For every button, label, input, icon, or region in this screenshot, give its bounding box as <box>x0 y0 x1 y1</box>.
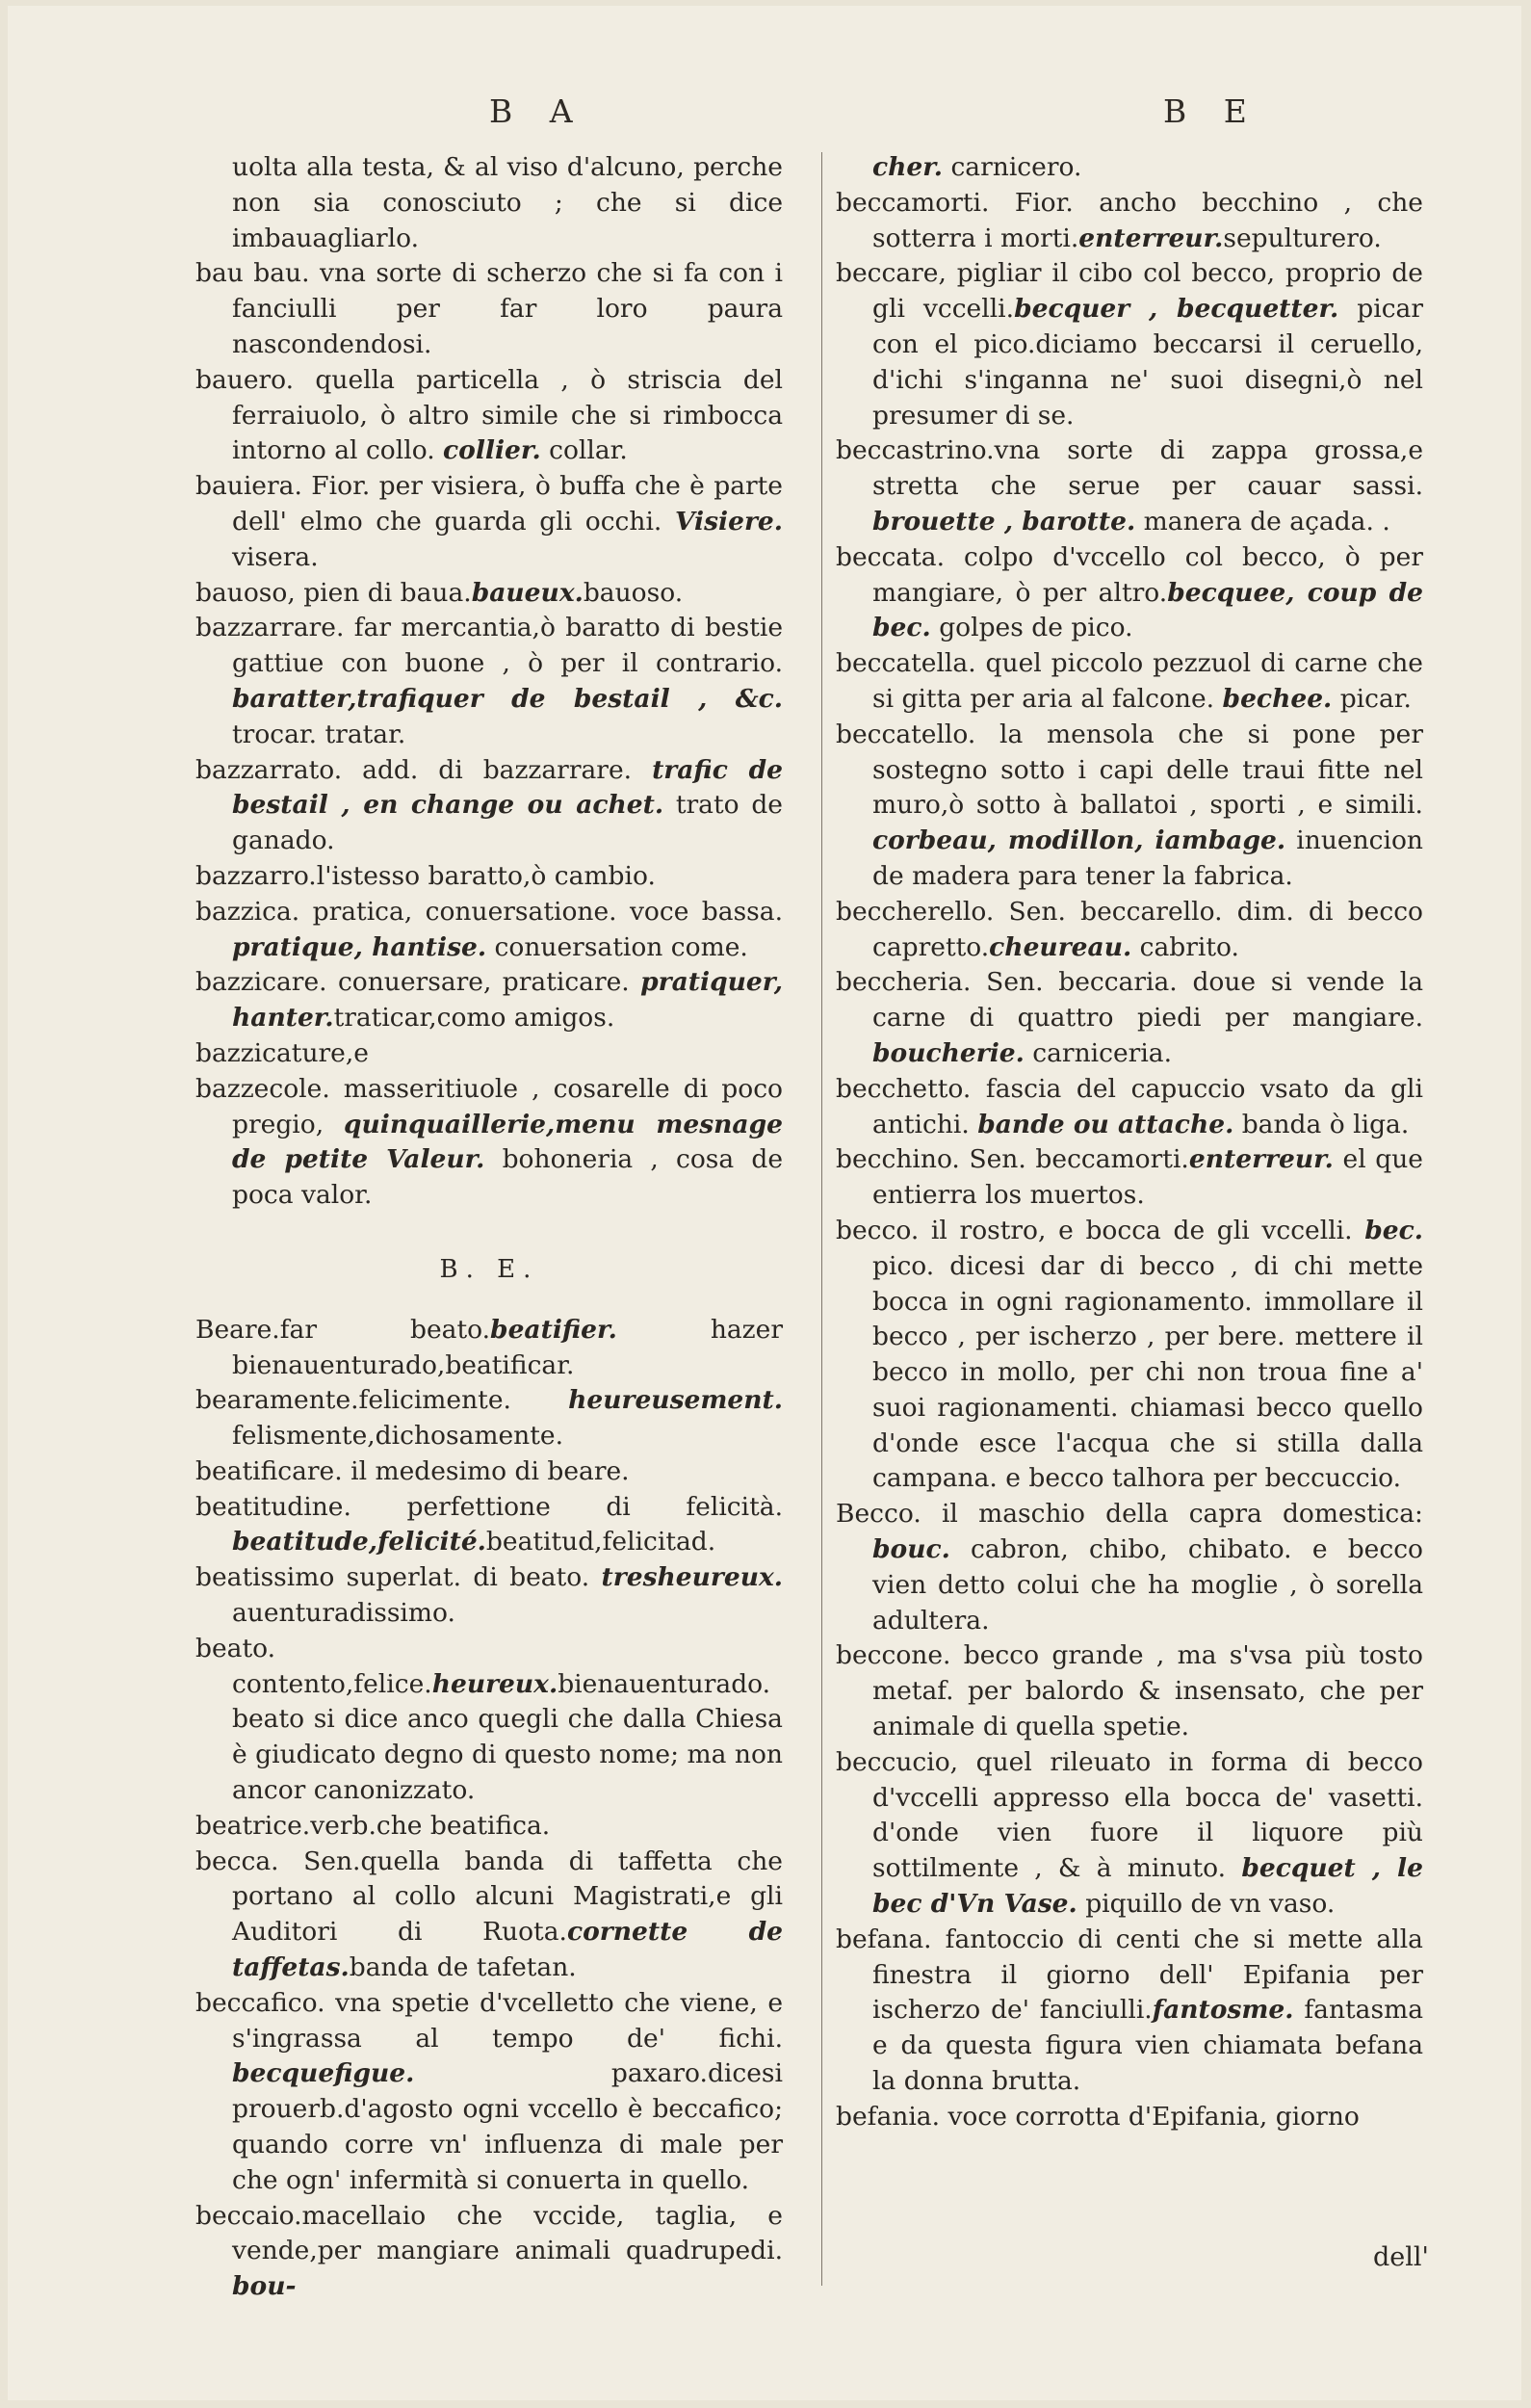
headword: becca. <box>195 1845 279 1876</box>
dictionary-entry <box>836 965 1423 1071</box>
french-equivalent: heureusement. <box>568 1385 783 1416</box>
definition: colpo d'vccello col becco, ò per mangiare, ò per altro. <box>872 541 1423 608</box>
definition: il rostro, e bocca de gli vccelli. <box>919 1215 1365 1245</box>
dictionary-entry <box>195 1490 783 1561</box>
french-equivalent: beatitude,felicité. <box>232 1527 486 1557</box>
definition: Fior. ancho becchino , che sotterra i morti. <box>872 187 1423 253</box>
spanish-equivalent: trocar. tratar. <box>232 719 406 749</box>
french-equivalent: enterreur. <box>1078 222 1224 253</box>
french-equivalent: bechee. <box>1222 683 1333 714</box>
headword: beccucio, <box>836 1746 959 1777</box>
running-head-right: B E <box>1163 92 1260 130</box>
dictionary-entry <box>195 611 783 752</box>
dictionary-entry <box>195 1560 783 1632</box>
headword: beccafico. <box>195 1987 325 2018</box>
french-equivalent: bou- <box>232 2271 297 2302</box>
dictionary-entry <box>195 1986 783 2199</box>
definition: quel rileuato in forma di becco d'vccelli appresso ella bocca de' vasetti. d'onde vien fuore il liquore più sottilmente , & à minuto. <box>872 1746 1423 1884</box>
spanish-equivalent: collar. <box>540 435 628 466</box>
column-divider <box>821 152 822 2286</box>
headword: beccone. <box>836 1640 951 1671</box>
headword: beccatella. <box>836 648 976 679</box>
headword: beccheria. <box>836 967 972 998</box>
definition: verb.che beatifica. <box>310 1810 551 1841</box>
french-equivalent: baratter,trafiquer de bestail , &c. <box>232 683 783 714</box>
french-equivalent: fantosme. <box>1152 1995 1294 2026</box>
dictionary-entry <box>836 895 1423 966</box>
headword: beccamorti. <box>836 187 990 218</box>
headword: beatificare. <box>195 1455 343 1486</box>
dictionary-entry <box>836 1638 1423 1744</box>
dictionary-entry <box>836 646 1423 718</box>
dictionary-entry <box>195 1845 783 1986</box>
dictionary-entry <box>195 859 783 895</box>
definition: uolta alla testa, & al viso d'alcuno, perche non sia conosciuto ; che si dice imbauagliarlo. <box>232 152 783 253</box>
definition: pratica, conuersatione. voce bassa. <box>299 896 783 927</box>
definition: fascia del capuccio vsato da gli antichi. <box>872 1073 1423 1139</box>
definition: far mercantia,ò baratto di bestie gattiue con buone , ò per il contrario. <box>232 613 783 679</box>
headword: bauero. <box>195 364 295 395</box>
french-equivalent: bande ou attache. <box>977 1109 1234 1139</box>
french-equivalent: tresheureux. <box>601 1562 783 1593</box>
dictionary-entry <box>195 363 783 469</box>
dictionary-entry <box>836 718 1423 895</box>
definition: fantoccio di centi che si mette alla finestra il giorno dell' Epifania per ischerzo de' fanciulli. <box>872 1924 1423 2026</box>
headword: Beare. <box>195 1314 280 1345</box>
headword: becco. <box>836 1215 920 1245</box>
spanish-equivalent: banda ò liga. <box>1233 1109 1410 1139</box>
dictionary-entry <box>836 1142 1423 1214</box>
french-equivalent: baueux. <box>471 577 584 608</box>
french-equivalent: boucherie. <box>872 1037 1025 1068</box>
headword: bazzarrare. <box>195 613 345 643</box>
dictionary-entry <box>836 256 1423 433</box>
french-equivalent: becquet , le bec d'Vn Vase. <box>872 1853 1423 1920</box>
definition: conuersare, praticare. <box>326 967 641 998</box>
french-equivalent: cheureau. <box>989 931 1132 962</box>
definition: macellaio che vccide, taglia, e vende,per mangiare animali quadrupedi. <box>232 2200 783 2266</box>
french-equivalent: collier. <box>443 435 541 466</box>
french-equivalent: brouette , barotte. <box>872 506 1136 537</box>
spanish-equivalent: bauoso. <box>583 577 684 608</box>
dictionary-entry <box>836 186 1423 257</box>
definition: Sen. beccarello. dim. di becco capretto. <box>872 896 1423 962</box>
dictionary-entry <box>195 256 783 362</box>
spanish-equivalent: fantasma e da questa figura vien chiamata befana la donna brutta. <box>872 1995 1423 2097</box>
definition: il medesimo di beare. <box>342 1455 630 1486</box>
definition: pien di baua. <box>295 577 472 608</box>
definition: felicimente. <box>358 1385 569 1416</box>
headword: beccaio. <box>195 2200 302 2231</box>
dictionary-entry <box>195 150 783 256</box>
spanish-equivalent: cabrito. <box>1131 931 1239 962</box>
definition: il maschio della capra domestica: <box>921 1499 1423 1530</box>
dictionary-entry <box>195 2199 783 2305</box>
french-equivalent: becquee, coup de bec. <box>872 577 1423 643</box>
dictionary-entry <box>836 2100 1423 2135</box>
definition: Sen. beccamorti. <box>959 1144 1189 1175</box>
dictionary-entry <box>836 1497 1423 1638</box>
definition: vna sorte di zappa grossa,e stretta che serue per cauar sassi. <box>872 435 1423 502</box>
running-head-left: B A <box>489 92 586 130</box>
dictionary-entry <box>195 1454 783 1490</box>
spanish-equivalent: traticar,como amigos. <box>333 1003 615 1034</box>
spanish-equivalent: sepulturero. <box>1223 222 1382 253</box>
headword: becchino. <box>836 1144 960 1175</box>
french-equivalent: cornette de taffetas. <box>232 1917 783 1983</box>
headword: bazzarrato. <box>195 754 343 785</box>
definition: contento,felice. <box>232 1668 432 1699</box>
left-column <box>195 150 783 2305</box>
headword: bazzicature,e <box>195 1037 369 1068</box>
dictionary-entry <box>195 1072 783 1214</box>
dictionary-entry <box>195 1313 783 1384</box>
definition: becco grande , ma s'vsa più tosto metaf. per balordo & insensato, che per animale di quella spetie. <box>872 1640 1423 1742</box>
spanish-equivalent: picar con el pico.diciamo beccarsi il ceruello, d'ichi s'inganna ne' suoi disegni,ò nel presumer di se. <box>872 294 1423 431</box>
french-equivalent: cher. <box>872 152 944 182</box>
french-equivalent: pratique, hantise. <box>232 931 487 962</box>
catchword: dell' <box>1373 2242 1429 2272</box>
dictionary-entry <box>195 965 783 1036</box>
dictionary-entry <box>195 753 783 859</box>
headword: beatitudine. <box>195 1491 351 1522</box>
spanish-equivalent: pico. dicesi dar di becco , di chi mette bocca in ogni ragionamento. immollare il becco , per ischerzo , per bere. mettere il becco in mollo, per chi non troua fine a' suoi ragionamenti. chiamasi becco quello d'onde esce l'acqua che si stilla dalla campana. e becco talhora per beccuccio. <box>872 1250 1423 1494</box>
spanish-equivalent: paxaro.dicesi prouerb.d'agosto ogni vccello è beccafico; quando corre vn' influenza di male per che ogn' infermità si conuerta in quello. <box>232 2058 783 2195</box>
headword: bazzica. <box>195 896 300 927</box>
definition: superlat. di beato. <box>334 1562 602 1593</box>
french-equivalent: bouc. <box>872 1534 950 1565</box>
definition: add. di bazzarrare. <box>342 754 653 785</box>
dictionary-entry <box>836 1072 1423 1143</box>
headword: bearamente. <box>195 1385 359 1416</box>
french-equivalent: quinquaillerie,menu mesnage de petite Valeur. <box>232 1109 783 1175</box>
dictionary-entry <box>195 1036 783 1072</box>
headword: bazzicare. <box>195 967 327 998</box>
spanish-equivalent: banda de tafetan. <box>349 1952 577 1983</box>
headword: bauoso, <box>195 577 296 608</box>
spanish-equivalent: golpes de pico. <box>930 613 1133 643</box>
headword: Becco. <box>836 1499 921 1530</box>
definition: pigliar il cibo col becco, proprio de gli vccelli. <box>872 258 1423 325</box>
spanish-equivalent: bohoneria , cosa de poca valor. <box>232 1144 784 1211</box>
headword: beatissimo <box>195 1562 335 1593</box>
definition: quel piccolo pezzuol di carne che si gitta per aria al falcone. <box>872 648 1423 714</box>
dictionary-entry <box>195 576 783 612</box>
dictionary-page <box>8 6 1521 2400</box>
french-equivalent: trafic de bestail , en change ou achet. <box>232 754 783 821</box>
definition: Fior. per visiera, ò buffa che è parte dell' elmo che guarda gli occhi. <box>232 471 783 537</box>
definition: quella particella , ò striscia del ferraiuolo, ò altro simile che si rimbocca intorno al collo. <box>232 364 783 466</box>
headword: bauiera. <box>195 471 302 502</box>
right-column <box>836 150 1423 2135</box>
dictionary-entry <box>195 895 783 966</box>
definition: Sen.quella banda di taffetta che portano al collo alcuni Magistrati,e gli Auditori di Ruota. <box>232 1845 783 1948</box>
definition: masseritiuole , cosarelle di poco pregio, <box>232 1073 783 1139</box>
headword: bazzecole. <box>195 1073 330 1104</box>
headword: bazzarro. <box>195 860 317 891</box>
headword: beccare, <box>836 258 947 289</box>
dictionary-entry <box>836 1923 1423 2100</box>
french-equivalent: becquer , becquetter. <box>1014 294 1339 325</box>
spanish-equivalent: carniceria. <box>1024 1037 1173 1068</box>
french-equivalent: beatifier. <box>490 1314 617 1345</box>
definition: Sen. beccaria. doue si vende la carne di quattro piedi per mangiare. <box>872 967 1423 1034</box>
headword: bau bau. <box>195 258 310 289</box>
spanish-equivalent: el que entierra los muertos. <box>872 1144 1423 1211</box>
headword: beatrice. <box>195 1810 311 1841</box>
dictionary-entry <box>836 1745 1423 1923</box>
french-equivalent: Visiere. <box>674 506 783 537</box>
definition: vna spetie d'vcelletto che viene, e s'ingrassa al tempo de' fichi. <box>232 1987 783 2054</box>
dictionary-entry <box>195 1383 783 1454</box>
headword: beccherello. <box>836 896 995 927</box>
headword: beccata. <box>836 541 946 572</box>
spanish-equivalent: trato de ganado. <box>232 790 783 856</box>
section-heading: B. E. <box>439 1254 539 1284</box>
dictionary-entry <box>836 1214 1423 1497</box>
dictionary-entry <box>836 150 1423 186</box>
definition: voce corrotta d'Epifania, giorno <box>940 2101 1360 2132</box>
spanish-equivalent: inuencion de madera para tener la fabrica. <box>872 825 1423 891</box>
definition: l'istesso baratto,ò cambio. <box>316 860 656 891</box>
dictionary-entry <box>836 540 1423 646</box>
headword: beccatello. <box>836 719 976 749</box>
definition: far beato. <box>279 1314 491 1345</box>
dictionary-entry <box>195 469 783 575</box>
headword: befania. <box>836 2101 941 2132</box>
headword: befana. <box>836 1924 932 1954</box>
spanish-equivalent: hazer bienauenturado,beatificar. <box>232 1314 783 1380</box>
spanish-equivalent: piquillo de vn vaso. <box>1077 1889 1336 1920</box>
spanish-equivalent: beatitud,felicitad. <box>485 1527 716 1557</box>
french-equivalent: pratiquer, hanter. <box>232 967 783 1034</box>
definition: perfettione di felicità. <box>350 1491 783 1522</box>
spanish-equivalent: bienauenturado. beato si dice anco quegli che dalla Chiesa è giudicato degno di questo nome; ma non ancor canonizzato. <box>232 1668 783 1806</box>
dictionary-entry <box>836 433 1423 539</box>
definition: la mensola che si pone per sostegno sotto i capi delle traui fitte nel muro,ò sotto à ballatoi , sporti , e simili. <box>872 719 1423 821</box>
french-equivalent: corbeau, modillon, iambage. <box>872 825 1286 856</box>
headword: beato. <box>195 1633 276 1663</box>
spanish-equivalent: felismente,dichosamente. <box>232 1421 564 1452</box>
headword: becchetto. <box>836 1073 972 1104</box>
definition: vna sorte di scherzo che si fa con i fanciulli per far loro paura nascondendosi. <box>232 258 783 359</box>
dictionary-entry <box>195 1632 783 1809</box>
spanish-equivalent: auenturadissimo. <box>232 1598 455 1629</box>
french-equivalent: bec. <box>1364 1215 1423 1245</box>
french-equivalent: enterreur. <box>1188 1144 1334 1175</box>
french-equivalent: heureux. <box>431 1668 558 1699</box>
spanish-equivalent: visera. <box>232 541 319 572</box>
spanish-equivalent: conuersation come. <box>486 931 748 962</box>
spanish-equivalent: manera de açada. . <box>1135 506 1390 537</box>
french-equivalent: becquefigue. <box>232 2058 415 2089</box>
dictionary-entry <box>195 1809 783 1845</box>
spanish-equivalent: picar. <box>1332 683 1412 714</box>
spanish-equivalent: cabron, chibo, chibato. e becco vien detto colui che ha moglie , ò sorella adultera. <box>872 1534 1423 1636</box>
spanish-equivalent: carnicero. <box>943 152 1082 182</box>
headword: beccastrino. <box>836 435 995 466</box>
